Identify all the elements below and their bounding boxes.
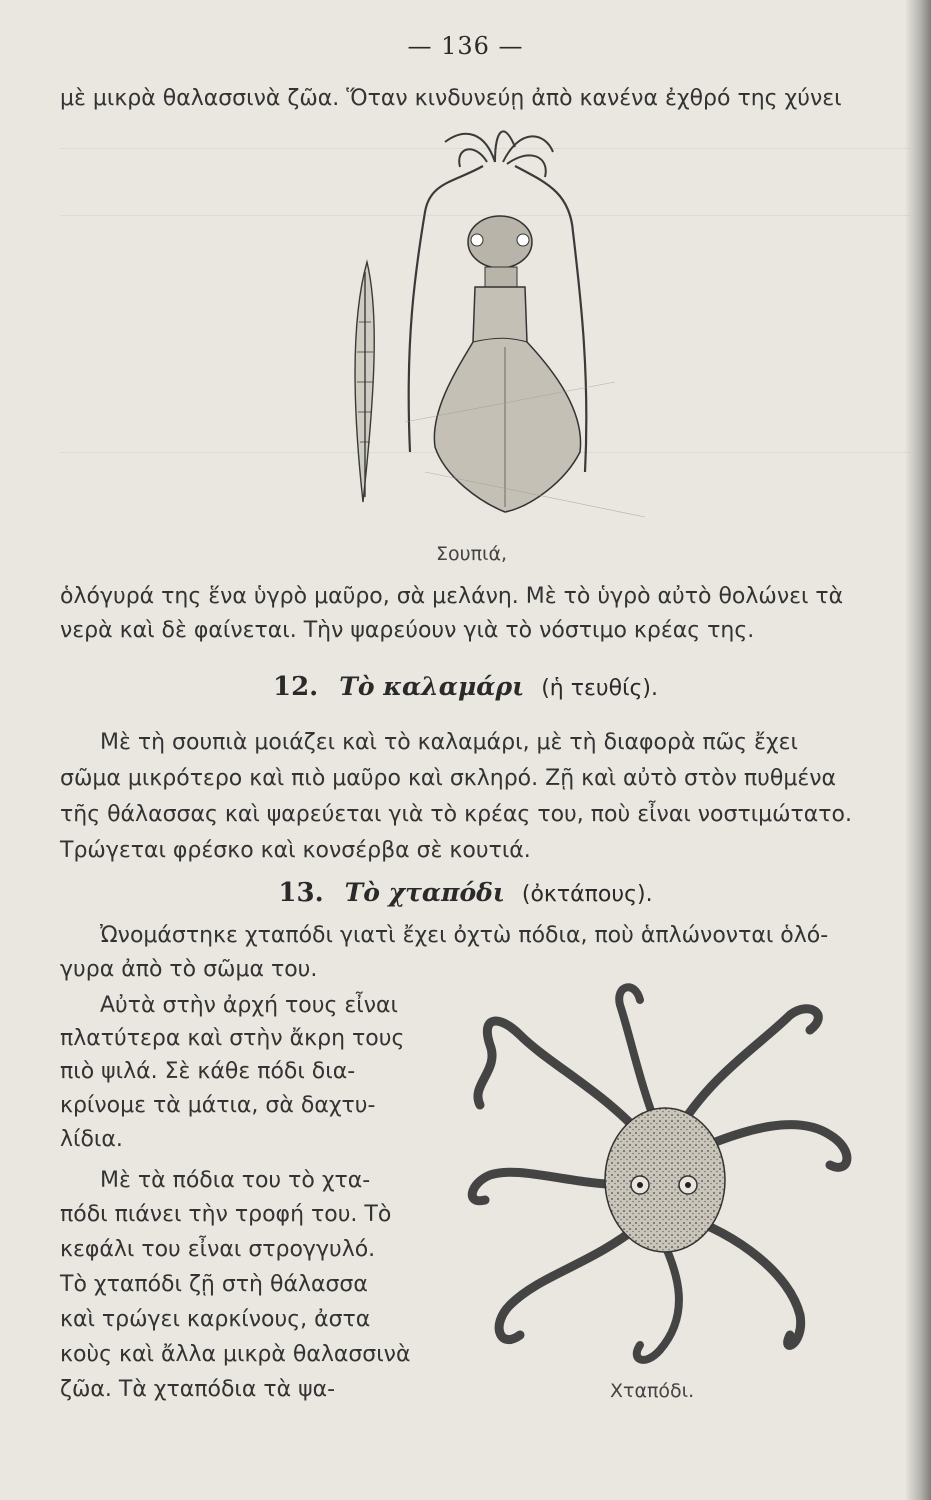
section-13-alt-name: (ὀκτάπους). — [521, 882, 653, 907]
section-12-title: Τὸ καλαμάρι — [339, 672, 525, 701]
octopus-column-line: κεφάλι του εἶναι στρογγυλό. — [60, 1237, 376, 1262]
sepia-text-line: νερὰ καὶ δὲ φαίνεται. Τὴν ψαρεύουν γιὰ τὸ νόστιμο κρέας της. — [60, 618, 755, 643]
octopus-intro-line: Ὠνομάστηκε χταπόδι γιατὶ ἔχει ὀχτὼ πόδια, ποὺ ἁπλώνονται ὁλό- — [100, 923, 829, 948]
section-12-number: 12. — [272, 672, 319, 702]
octopus-illustration — [460, 975, 870, 1375]
page-edge-shadow — [905, 0, 931, 1500]
octopus-column-line: Τὸ χταπόδι ζῇ στὴ θάλασσα — [60, 1272, 368, 1297]
octopus-column-line: κρίνομε τὰ μάτια, σὰ δαχτυ- — [60, 1093, 376, 1118]
octopus-column-line: πόδι πιάνει τὴν τροφή του. Τὸ — [60, 1202, 392, 1227]
top-text-line: μὲ μικρὰ θαλασσινὰ ζῶα. Ὅταν κινδυνεύῃ ἀπὸ κανένα ἐχθρό της χύνει — [60, 86, 842, 111]
section-13-number: 13. — [278, 878, 324, 908]
octopus-caption: Χταπόδι. — [610, 1380, 695, 1402]
page-number: — 136 — — [407, 32, 524, 60]
octopus-column-line: Μὲ τὰ πόδια του τὸ χτα- — [100, 1168, 371, 1193]
octopus-column-line: Αὐτὰ στὴν ἀρχή τους εἶναι — [100, 993, 398, 1018]
octopus-column-line: ζῶα. Τὰ χταπόδια τὰ ψα- — [60, 1377, 336, 1402]
squid-head — [468, 216, 532, 287]
octopus-column-line: πιὸ ψιλά. Σὲ κάθε πόδι δια- — [60, 1059, 356, 1084]
cuttlebone-drawing — [355, 262, 374, 502]
squid-caption: Σουπιά, — [436, 543, 508, 565]
section-13-title: Τὸ χταπόδι — [344, 878, 505, 907]
calamari-text-line: Μὲ τὴ σουπιὰ μοιάζει καὶ τὸ καλαμάρι, μὲ τὴ διαφορὰ πῶς ἔχει — [100, 730, 798, 755]
section-12-alt-name: (ἡ τευθίς). — [541, 676, 658, 701]
section-13-heading — [0, 878, 931, 908]
octopus-intro-line: γυρα ἀπὸ τὸ σῶμα του. — [60, 957, 318, 982]
calamari-text-line: Τρώγεται φρέσκο καὶ κονσέρβα σὲ κουτιά. — [60, 838, 531, 863]
section-12-heading — [0, 672, 931, 702]
calamari-text-line: σῶμα μικρότερο καὶ πιὸ μαῦρο καὶ σκληρό. Ζῇ καὶ αὐτὸ στὸν πυθμένα — [60, 766, 837, 791]
octopus-body — [605, 1108, 725, 1252]
sepia-text-line: ὁλόγυρά της ἕνα ὑγρὸ μαῦρο, σὰ μελάνη. Μὲ τὸ ὑγρὸ αὐτὸ θολώνει τὰ — [60, 584, 844, 609]
octopus-column-line: κοὺς καὶ ἄλλα μικρὰ θαλασσινὰ — [60, 1342, 411, 1367]
squid-illustration — [345, 122, 645, 532]
octopus-column-line: καὶ τρώγει καρκίνους, ἀστα — [60, 1307, 371, 1332]
octopus-column-line: πλατύτερα καὶ στὴν ἄκρη τους — [60, 1026, 405, 1051]
calamari-text-line: τῆς θάλασσας καὶ ψαρεύεται γιὰ τὸ κρέας του, ποὺ εἶναι νοστιμώτατο. — [60, 802, 852, 827]
octopus-column-line: λίδια. — [60, 1127, 123, 1152]
